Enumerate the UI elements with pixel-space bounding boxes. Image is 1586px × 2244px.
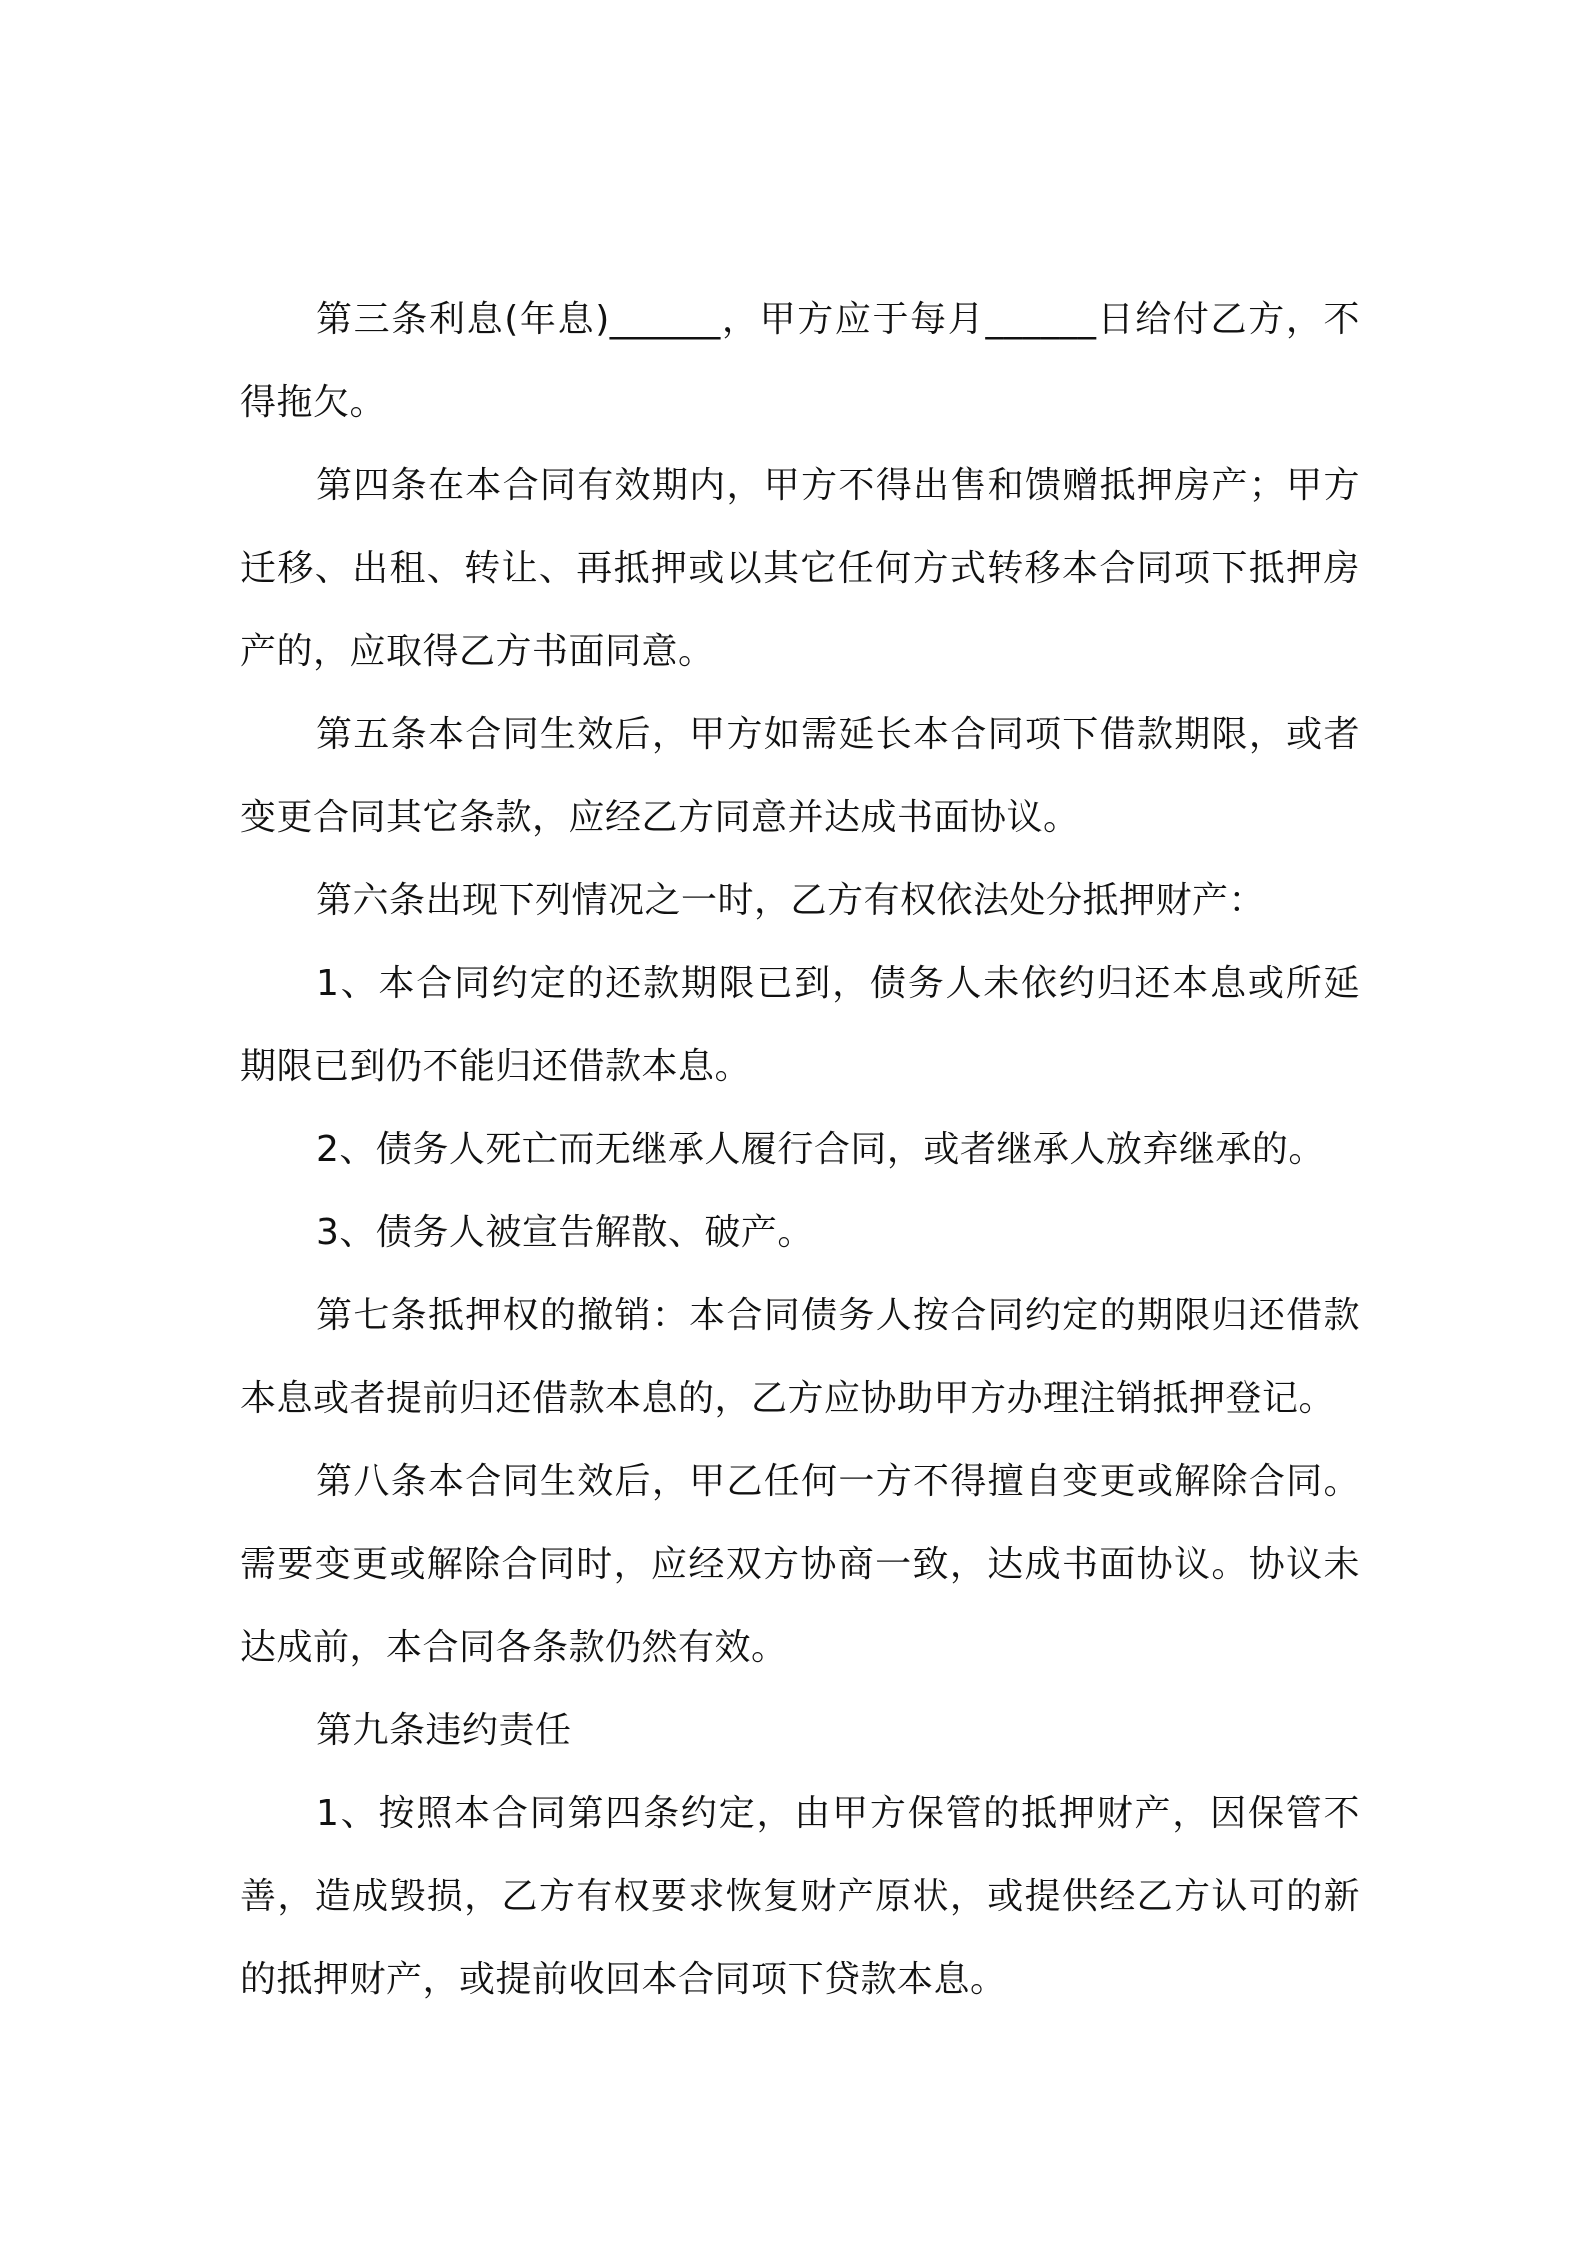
article-4-property-restrictions: 第四条在本合同有效期内，甲方不得出售和馈赠抵押房产；甲方迁移、出租、转让、再抵押或以其它任何方式转移本合同项下抵押房产的，应取得乙方书面同意。	[240, 465, 1360, 672]
article-3-interest: 第三条利息(年息)______，甲方应于每月______日给付乙方，不得拖欠。	[240, 299, 1360, 423]
article-6-disposal-conditions: 第六条出现下列情况之一时，乙方有权依法处分抵押财产：	[316, 880, 1266, 921]
article-8-modification: 第八条本合同生效后，甲乙任何一方不得擅自变更或解除合同。需要变更或解除合同时，应经双方协商一致，达成书面协议。协议未达成前，本合同各条款仍然有效。	[240, 1461, 1360, 1668]
article-6-item-3: 3、债务人被宣告解散、破产。	[316, 1212, 814, 1253]
article-9-heading: 第九条违约责任	[316, 1710, 572, 1751]
article-6-item-2: 2、债务人死亡而无继承人履行合同，或者继承人放弃继承的。	[316, 1129, 1325, 1170]
article-6-item-1: 1、本合同约定的还款期限已到，债务人未依约归还本息或所延期限已到仍不能归还借款本息。	[240, 963, 1360, 1087]
article-7-cancellation: 第七条抵押权的撤销：本合同债务人按合同约定的期限归还借款本息或者提前归还借款本息的，乙方应协助甲方办理注销抵押登记。	[240, 1295, 1360, 1419]
document-body	[240, 278, 1360, 2021]
article-5-term-extension: 第五条本合同生效后，甲方如需延长本合同项下借款期限，或者变更合同其它条款，应经乙方同意并达成书面协议。	[240, 714, 1360, 838]
article-9-item-1: 1、按照本合同第四条约定，由甲方保管的抵押财产，因保管不善，造成毁损，乙方有权要求恢复财产原状，或提供经乙方认可的新的抵押财产，或提前收回本合同项下贷款本息。	[240, 1793, 1360, 2000]
